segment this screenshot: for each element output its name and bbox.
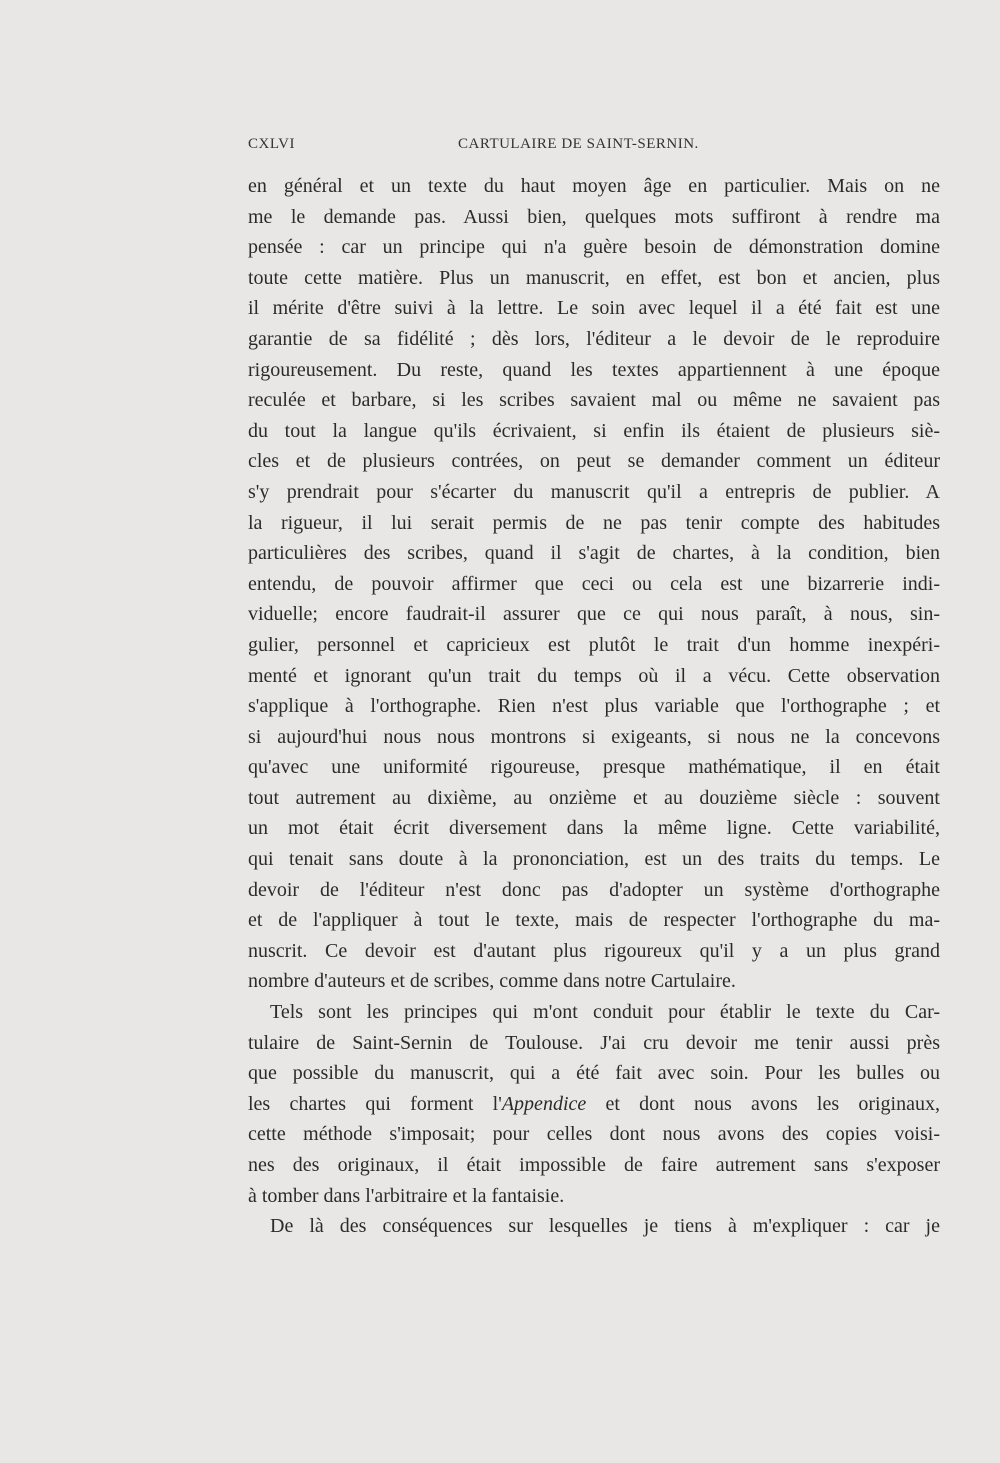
text-segment: et dont nous avons les originaux, — [586, 1092, 940, 1115]
paragraph-start-line: Tels sont les principes qui m'ont conduit pour établir le texte du Car- — [270, 1001, 940, 1024]
text-segment: les chartes qui forment l' — [248, 1092, 502, 1115]
text-line: s'applique à l'orthographe. Rien n'est plus variable que l'orthographe ; et — [248, 695, 940, 718]
text-line: cette méthode s'imposait; pour celles dont nous avons des copies voisi- — [248, 1123, 940, 1146]
text-line: menté et ignorant qu'un trait du temps où il a vécu. Cette observation — [248, 664, 940, 687]
italic-appendice: Appendice — [501, 1092, 587, 1115]
text-line: pensée : car un principe qui n'a guère besoin de démonstration domine — [248, 236, 940, 259]
text-line: et de l'appliquer à tout le texte, mais de respecter l'orthographe du ma- — [248, 909, 940, 932]
text-line: nes des originaux, il était impossible de faire autrement sans s'exposer — [248, 1154, 940, 1176]
text-line: la rigueur, il lui serait permis de ne pas tenir compte des habitudes — [248, 511, 940, 534]
text-line: me le demande pas. Aussi bien, quelques mots suffiront à rendre ma — [248, 205, 940, 228]
text-line: il mérite d'être suivi à la lettre. Le soin avec lequel il a été fait est une — [248, 297, 940, 320]
text-line: si aujourd'hui nous nous montrons si exigeants, si nous ne la concevons — [248, 725, 940, 748]
text-line: toute cette matière. Plus un manuscrit, en effet, est bon et ancien, plus — [248, 266, 940, 289]
text-line: rigoureusement. Du reste, quand les textes appartiennent à une époque — [248, 358, 940, 381]
text-line: devoir de l'éditeur n'est donc pas d'adopter un système d'orthographe — [248, 878, 940, 901]
text-line: nuscrit. Ce devoir est d'autant plus rigoureux qu'il y a un plus grand — [248, 939, 940, 962]
text-line: en général et un texte du haut moyen âge en particulier. Mais on ne — [248, 175, 940, 197]
text-line: du tout la langue qu'ils écrivaient, si enfin ils étaient de plusieurs siè- — [248, 419, 940, 442]
text-line: cles et de plusieurs contrées, on peut se demander comment un éditeur — [248, 450, 940, 473]
text-line: viduelle; encore faudrait-il assurer que ce qui nous paraît, à nous, sin- — [248, 603, 940, 626]
page-header — [248, 136, 940, 158]
paragraph-start-line: De là des conséquences sur lesquelles je tiens à m'expliquer : car je — [270, 1215, 940, 1238]
page-number: CXLVI — [248, 136, 295, 152]
running-title: CARTULAIRE DE SAINT-SERNIN. — [458, 136, 699, 152]
text-line: s'y prendrait pour s'écarter du manuscrit qu'il a entrepris de publier. A — [248, 480, 940, 503]
text-line-appendice — [248, 1089, 940, 1120]
body-text — [248, 171, 940, 1242]
text-line: gulier, personnel et capricieux est plutôt le trait d'un homme inexpéri- — [248, 633, 940, 656]
text-line: entendu, de pouvoir affirmer que ceci ou cela est une bizarrerie indi- — [248, 572, 940, 595]
text-line: à tomber dans l'arbitraire et la fantaisie. — [248, 1184, 565, 1207]
text-line: nombre d'auteurs et de scribes, comme dans notre Cartulaire. — [248, 970, 736, 993]
text-line: garantie de sa fidélité ; dès lors, l'éditeur a le devoir de le reproduire — [248, 327, 940, 350]
text-line: reculée et barbare, si les scribes savaient mal ou même ne savaient pas — [248, 389, 940, 412]
text-line: qui tenait sans doute à la prononciation, est un des traits du temps. Le — [248, 848, 940, 871]
text-line: particulières des scribes, quand il s'agit de chartes, à la condition, bien — [248, 542, 940, 565]
text-line: un mot était écrit diversement dans la même ligne. Cette variabilité, — [248, 817, 940, 840]
text-line: que possible du manuscrit, qui a été fait avec soin. Pour les bulles ou — [248, 1062, 940, 1085]
text-line: tout autrement au dixième, au onzième et au douzième siècle : souvent — [248, 786, 940, 809]
text-line: qu'avec une uniformité rigoureuse, presque mathématique, il en était — [248, 756, 940, 779]
text-line: tulaire de Saint-Sernin de Toulouse. J'ai cru devoir me tenir aussi près — [248, 1031, 940, 1054]
